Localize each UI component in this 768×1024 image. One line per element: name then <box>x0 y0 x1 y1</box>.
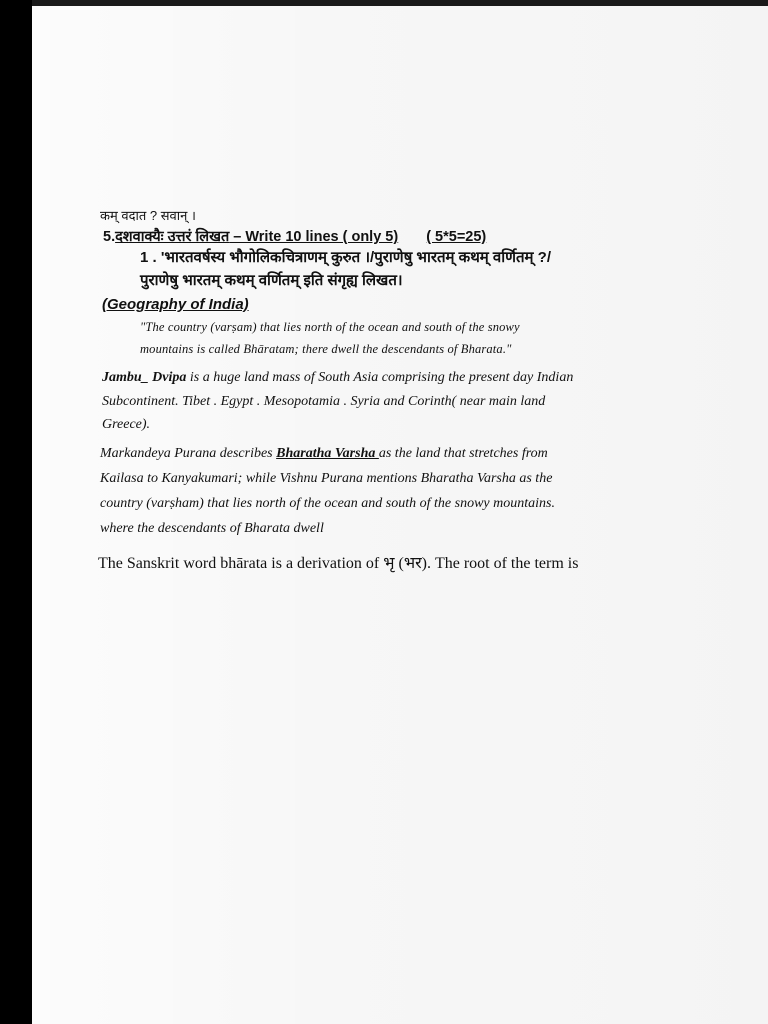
sub-question-line-1: 1 . 'भारतवर्षस्य भौगोलिकचित्राणम् कुरुत ।/पुराणेषु भारतम् कथम् वर्णितम् ?/ <box>140 249 551 266</box>
paragraph2-line-1-rest: as the land that stretches from <box>378 446 548 461</box>
question-english: – Write 10 lines ( only 5) <box>229 229 399 245</box>
question-devanagari: दशवाक्यैः उत्तरं लिखत <box>115 229 230 245</box>
paragraph2-line-3: country (varṣham) that lies north of the ocean and south of the snowy mountains. <box>100 496 555 511</box>
paragraph3-line-1: The Sanskrit word bhārata is a derivation of भृ (भर). The root of the term is <box>98 555 579 572</box>
paragraph1-line-1-text: is a huge land mass of South Asia comprising the present day Indian <box>186 370 574 385</box>
sub-question-line-2: पुराणेषु भारतम् कथम् वर्णितम् इति संगृह्य लिखत। <box>140 272 403 289</box>
paragraph2-line-1 <box>100 446 548 462</box>
paragraph2-line-4: where the descendants of Bharata dwell <box>100 521 324 536</box>
paragraph1-line-3: Greece). <box>102 417 151 432</box>
page-top-edge <box>32 0 768 6</box>
quote-line-1: "The country (varṣam) that lies north of the ocean and south of the snowy <box>140 320 520 334</box>
header-line: कम् वदात ? सवान् । <box>100 208 196 223</box>
paragraph2-line-1-pre: Markandeya Purana describes <box>100 446 277 461</box>
paragraph1-line-1 <box>102 370 573 386</box>
bharatha-varsha-term: Bharatha Varsha <box>276 446 379 461</box>
section-heading: (Geography of India) <box>102 296 249 313</box>
paragraph1-line-2: Subcontinent. Tibet . Egypt . Mesopotamia . Syria and Corinth( near main land <box>102 394 546 409</box>
question-line <box>103 226 486 246</box>
paragraph2-line-2: Kailasa to Kanyakumari; while Vishnu Purana mentions Bharatha Varsha as the <box>100 471 553 486</box>
question-marks: ( 5*5=25) <box>426 229 487 245</box>
question-number: 5. <box>103 229 116 245</box>
document-page <box>32 0 768 1024</box>
quote-line-2: mountains is called Bhāratam; there dwell the descendants of Bharata." <box>140 342 512 356</box>
jambu-dvipa-term: Jambu_ Dvipa <box>102 370 187 385</box>
